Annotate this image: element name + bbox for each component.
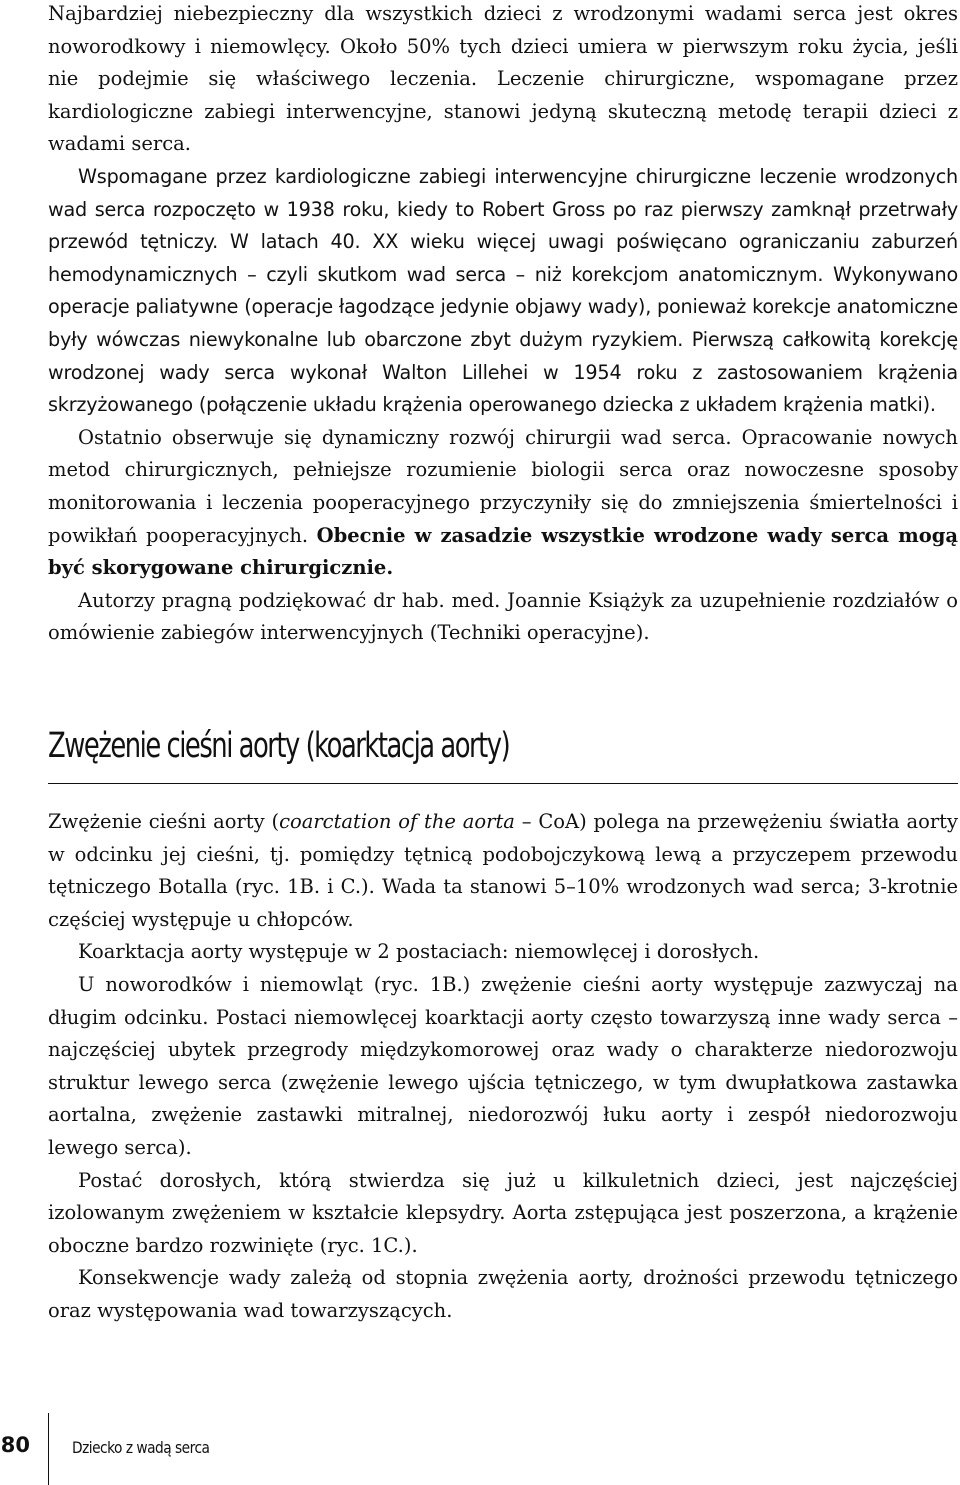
page-number: 80 [0,1433,30,1457]
coarctation-section [48,806,958,1328]
heading-divider [48,783,958,784]
definition-latin-term: coarctation of the aorta [279,810,515,833]
history-paragraph: Wspomagane przez kardiologiczne zabiegi interwencyjne chirurgiczne leczenie wrodzonych wad serca rozpoczęto w 1938 roku, kiedy to Robert Gross po raz pierwszy zamknął przetrwały przewód tętniczy. W latach 40. XX wieku więcej uwagi poświęcano ograniczaniu zaburzeń hemodynamicznych – czyli skutkom wad serca – niż korekcjom anatomicznym. Wykonywano operacje paliatywne (operacje łagodzące jedynie objawy wady), ponieważ korekcje anatomiczne były wówczas niewykonalne lub obarczone zbyt dużym ryzykiem. Pierwszą całkowitą korekcję wrodzonej wady serca wykonał Walton Lillehei w 1954 roku z zastosowaniem krążenia skrzyżowanego (połączenie układu krążenia operowanego dziecka z układem krążenia matki). [48,164,958,417]
coarctation-definition-paragraph [48,806,958,936]
infant-form-paragraph: U noworodków i niemowląt (ryc. 1B.) zwężenie cieśni aorty występuje zazwyczaj na długim odcinku. Postaci niemowlęcej koarktacji aorty często towarzyszą inne wady serca – najczęściej ubytek przegrody międzykomorowej oraz wady o charakterze niedorozwoju struktur lewego serca (zwężenie lewego ujścia tętniczego, w tym dwupłatkowa zastawka aortalna, zwężenie zastawki mitralnej, niedorozwój łuku aorty i zespół niedorozwoju lewego serca). [48,972,958,1159]
intro-paragraph-1: Najbardziej niebezpieczny dla wszystkich dzieci z wrodzonymi wadami serca jest okres noworodkowy i niemowlęcy. Około 50% tych dzieci umiera w pierwszym roku życia, jeśli nie podejmie się właściwego leczenia. Leczenie chirurgiczne, wspomagane przez kardiologiczne zabiegi interwencyjne, stanowi jedyną skuteczną metodę terapii dzieci z wadami serca. [48,2,958,156]
definition-text-b: – CoA) polega na przewężeniu światła aorty w odcinku jej cieśni, tj. pomiędzy tętnicą podobojczykową lewą a przyczepem przewodu tętniczego Botalla (ryc. 1B. i C.). Wada ta stanowi 5–10% wrodzonych wad serca; 3-krotnie częściej występuje u chłopców. [48,810,958,931]
running-footer-title: Dziecko z wadą serca [72,1438,210,1457]
recent-progress-paragraph [48,422,958,585]
recent-progress-emphasis: Obecnie w zasadzie wszystkie wrodzone wady serca mogą być skorygowane chirurgicznie. [48,523,959,580]
footer-divider [48,1413,49,1485]
intro-section [48,0,958,650]
adult-form-paragraph: Postać dorosłych, którą stwierdza się już u kilkuletnich dzieci, jest najczęściej izolowanym zwężeniem w kształcie klepsydry. Aorta zstępująca jest poszerzona, a krążenie oboczne bardzo rozwinięte (ryc. 1C.). [48,1168,958,1257]
forms-paragraph: Koarktacja aorty występuje w 2 postaciach: niemowlęcej i dorosłych. [78,940,760,964]
section-heading: Zwężenie cieśni aorty (koarktacja aorty) [48,726,510,766]
acknowledgement-paragraph: Autorzy pragną podziękować dr hab. med. Joannie Książyk za uzupełnienie rozdziałów o omówienie zabiegów interwencyjnych (Techniki operacyjne). [48,588,958,645]
definition-text-a: Zwężenie cieśni aorty ( [48,810,280,833]
consequences-paragraph: Konsekwencje wady zależą od stopnia zwężenia aorty, drożności przewodu tętniczego oraz występowania wad towarzyszących. [48,1266,958,1322]
recent-progress-text: Ostatnio obserwuje się dynamiczny rozwój chirurgii wad serca. Opracowanie nowych metod chirurgicznych, pełniejsze rozumienie biologii serca oraz nowoczesne sposoby monitorowania i leczenia pooperacyjnego przyczyniły się do zmniejszenia śmiertelności i powikłań pooperacyjnych. [48,425,958,547]
